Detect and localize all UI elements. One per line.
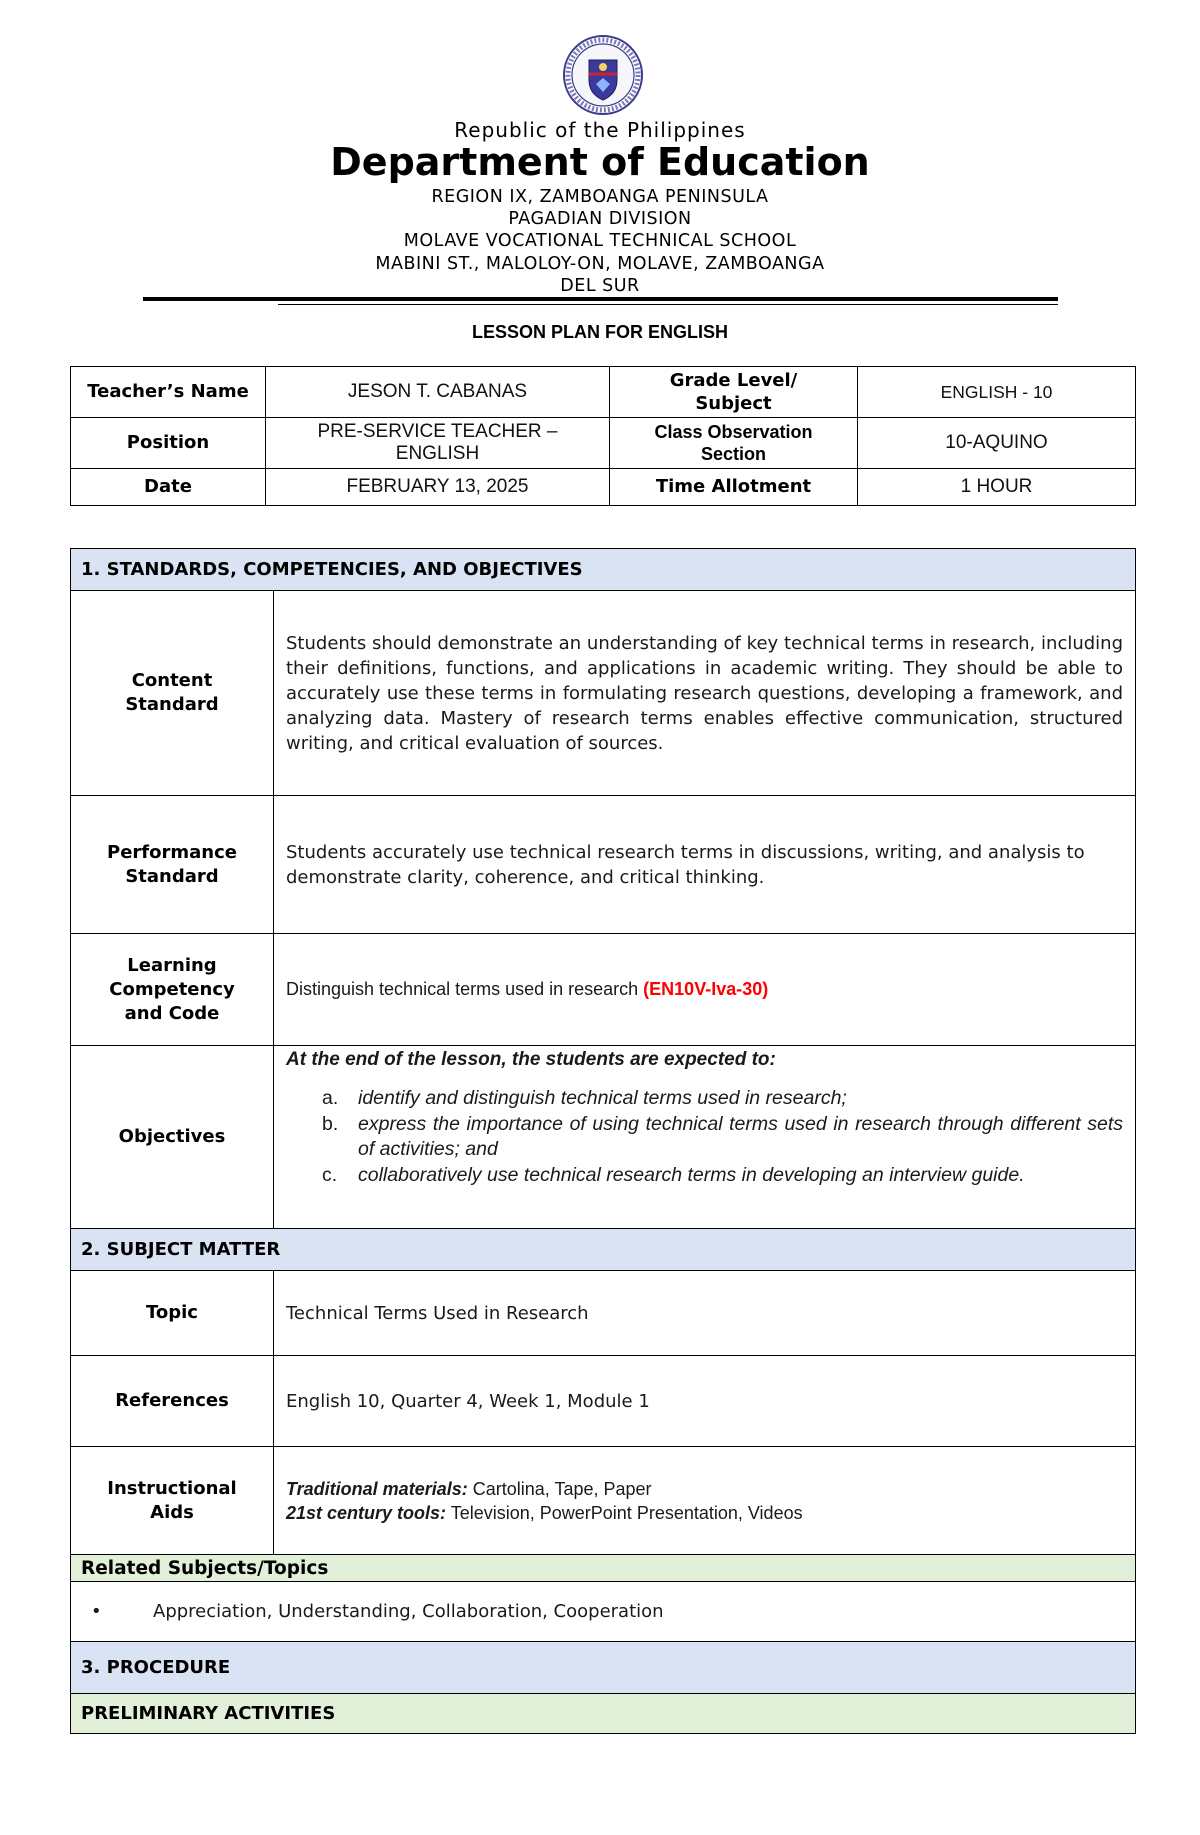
preliminary-activities-heading: PRELIMINARY ACTIVITIES xyxy=(71,1694,1136,1734)
content-standard-row xyxy=(71,591,1136,796)
traditional-materials-text: Cartolina, Tape, Paper xyxy=(467,1478,652,1499)
references-row xyxy=(71,1356,1136,1447)
grade-level-value: ENGLISH - 10 xyxy=(858,367,1136,418)
department-name: Department of Education xyxy=(330,140,870,184)
objectives-content xyxy=(274,1046,1136,1229)
performance-standard-label-2: Standard xyxy=(125,865,219,887)
instructional-aids-label xyxy=(71,1447,274,1555)
objective-item xyxy=(322,1163,1123,1189)
header-divider xyxy=(143,297,1058,301)
competency-label-2: Competency xyxy=(109,978,235,1000)
instructional-aids-label-2: Aids xyxy=(150,1501,194,1523)
topic-label: Topic xyxy=(71,1271,274,1356)
class-section-label-1: Class Observation xyxy=(654,422,813,442)
content-standard-label-1: Content xyxy=(131,670,213,691)
time-allotment-label: Time Allotment xyxy=(610,469,858,506)
procedure-heading: 3. PROCEDURE xyxy=(71,1642,1136,1694)
division-line: PAGADIAN DIVISION xyxy=(508,209,692,229)
objective-text: express the importance of using technical terms used in research through different sets of activities; and xyxy=(358,1112,1124,1160)
instructional-aids-content xyxy=(274,1447,1136,1555)
objective-marker: a. xyxy=(322,1087,339,1109)
preliminary-heading-row xyxy=(71,1694,1136,1734)
class-section-label xyxy=(610,418,858,469)
objectives-list xyxy=(322,1086,1123,1188)
procedure-heading-row xyxy=(71,1642,1136,1694)
position-row xyxy=(71,418,1136,469)
competency-code: (EN10V-Iva-30) xyxy=(643,979,769,999)
performance-standard-text: Students accurately use technical research terms in discussions, writing, and analysis to demonstrate clarity, coherence, and critical thinking. xyxy=(274,796,1136,934)
references-text: English 10, Quarter 4, Week 1, Module 1 xyxy=(274,1356,1136,1447)
related-topics-item xyxy=(71,1599,1123,1624)
references-label: References xyxy=(71,1356,274,1447)
class-section-value: 10-AQUINO xyxy=(858,418,1136,469)
deped-seal-icon xyxy=(562,34,644,116)
related-topics-content xyxy=(71,1582,1136,1642)
teacher-name-value: JESON T. CABANAS xyxy=(266,367,610,418)
grade-level-label-2: Subject xyxy=(695,393,772,414)
teacher-row xyxy=(71,367,1136,418)
region-line: REGION IX, ZAMBOANGA PENINSULA xyxy=(431,187,769,207)
teacher-name-label: Teacher’s Name xyxy=(71,367,266,418)
performance-standard-label-1: Performance xyxy=(107,841,237,863)
address-line-1: MABINI ST., MALOLOY-ON, MOLAVE, ZAMBOANGA xyxy=(375,254,825,274)
teacher-info-table xyxy=(70,366,1136,506)
objective-text: collaboratively use technical research terms in developing an interview guide. xyxy=(358,1163,1025,1186)
related-topics-row xyxy=(71,1582,1136,1642)
header-divider-thin xyxy=(278,304,1058,305)
date-row xyxy=(71,469,1136,506)
century-tools-line xyxy=(286,1501,1123,1525)
school-line: MOLAVE VOCATIONAL TECHNICAL SCHOOL xyxy=(403,231,797,251)
standards-heading-row xyxy=(71,549,1136,591)
competency-description: Distinguish technical terms used in research xyxy=(286,979,644,999)
performance-standard-row xyxy=(71,796,1136,934)
competency-row xyxy=(71,934,1136,1046)
competency-label-1: Learning xyxy=(127,954,217,976)
related-heading-row xyxy=(71,1555,1136,1582)
objectives-row xyxy=(71,1046,1136,1229)
content-standard-label-2: Standard xyxy=(125,694,219,715)
traditional-materials-label: Traditional materials: xyxy=(286,1478,468,1499)
objective-item xyxy=(322,1086,1123,1112)
lesson-plan-title: LESSON PLAN FOR ENGLISH xyxy=(471,322,729,342)
instructional-aids-row xyxy=(71,1447,1136,1555)
grade-level-label-1: Grade Level/ xyxy=(669,370,798,391)
lesson-plan-table xyxy=(70,548,1136,1734)
competency-text xyxy=(274,934,1136,1046)
address-line-2: DEL SUR xyxy=(560,276,640,296)
objective-item xyxy=(322,1112,1123,1163)
date-value: FEBRUARY 13, 2025 xyxy=(266,469,610,506)
topic-text: Technical Terms Used in Research xyxy=(274,1271,1136,1356)
date-label: Date xyxy=(71,469,266,506)
objective-text: identify and distinguish technical terms used in research; xyxy=(358,1087,847,1109)
standards-heading: 1. STANDARDS, COMPETENCIES, AND OBJECTIVES xyxy=(71,549,1136,591)
performance-standard-label xyxy=(71,796,274,934)
position-value-2: ENGLISH xyxy=(395,443,480,464)
subject-matter-heading-row xyxy=(71,1229,1136,1271)
century-tools-label: 21st century tools: xyxy=(286,1502,447,1523)
objective-marker: c. xyxy=(322,1163,338,1186)
republic-line: Republic of the Philippines xyxy=(454,118,746,142)
related-topics-heading: Related Subjects/Topics xyxy=(71,1555,1136,1582)
competency-label-3: and Code xyxy=(124,1002,220,1024)
century-tools-text: Television, PowerPoint Presentation, Videos xyxy=(446,1502,803,1523)
position-value-1: PRE-SERVICE TEACHER – xyxy=(317,421,558,442)
traditional-materials-line xyxy=(286,1477,1123,1501)
time-allotment-value: 1 HOUR xyxy=(858,469,1136,506)
class-section-label-2: Section xyxy=(700,444,766,464)
competency-label xyxy=(71,934,274,1046)
topic-row xyxy=(71,1271,1136,1356)
subject-matter-heading: 2. SUBJECT MATTER xyxy=(71,1229,1136,1271)
objective-marker: b. xyxy=(322,1112,339,1135)
objectives-intro: At the end of the lesson, the students are expected to: xyxy=(286,1049,776,1070)
content-standard-label xyxy=(71,591,274,796)
instructional-aids-label-1: Instructional xyxy=(107,1477,237,1499)
position-label: Position xyxy=(71,418,266,469)
grade-level-label xyxy=(610,367,858,418)
related-topics-text: Appreciation, Understanding, Collaboration, Cooperation xyxy=(153,1601,664,1622)
objectives-label: Objectives xyxy=(71,1046,274,1229)
position-value xyxy=(266,418,610,469)
content-standard-text: Students should demonstrate an understanding of key technical terms in research, including their definitions, functions, and applications in academic writing. They should be able to accurately use these terms in formulating research questions, developing a framework, and analyzing data. Mastery of research terms enables effective communication, structured writing, and critical evaluation of sources. xyxy=(274,591,1136,796)
